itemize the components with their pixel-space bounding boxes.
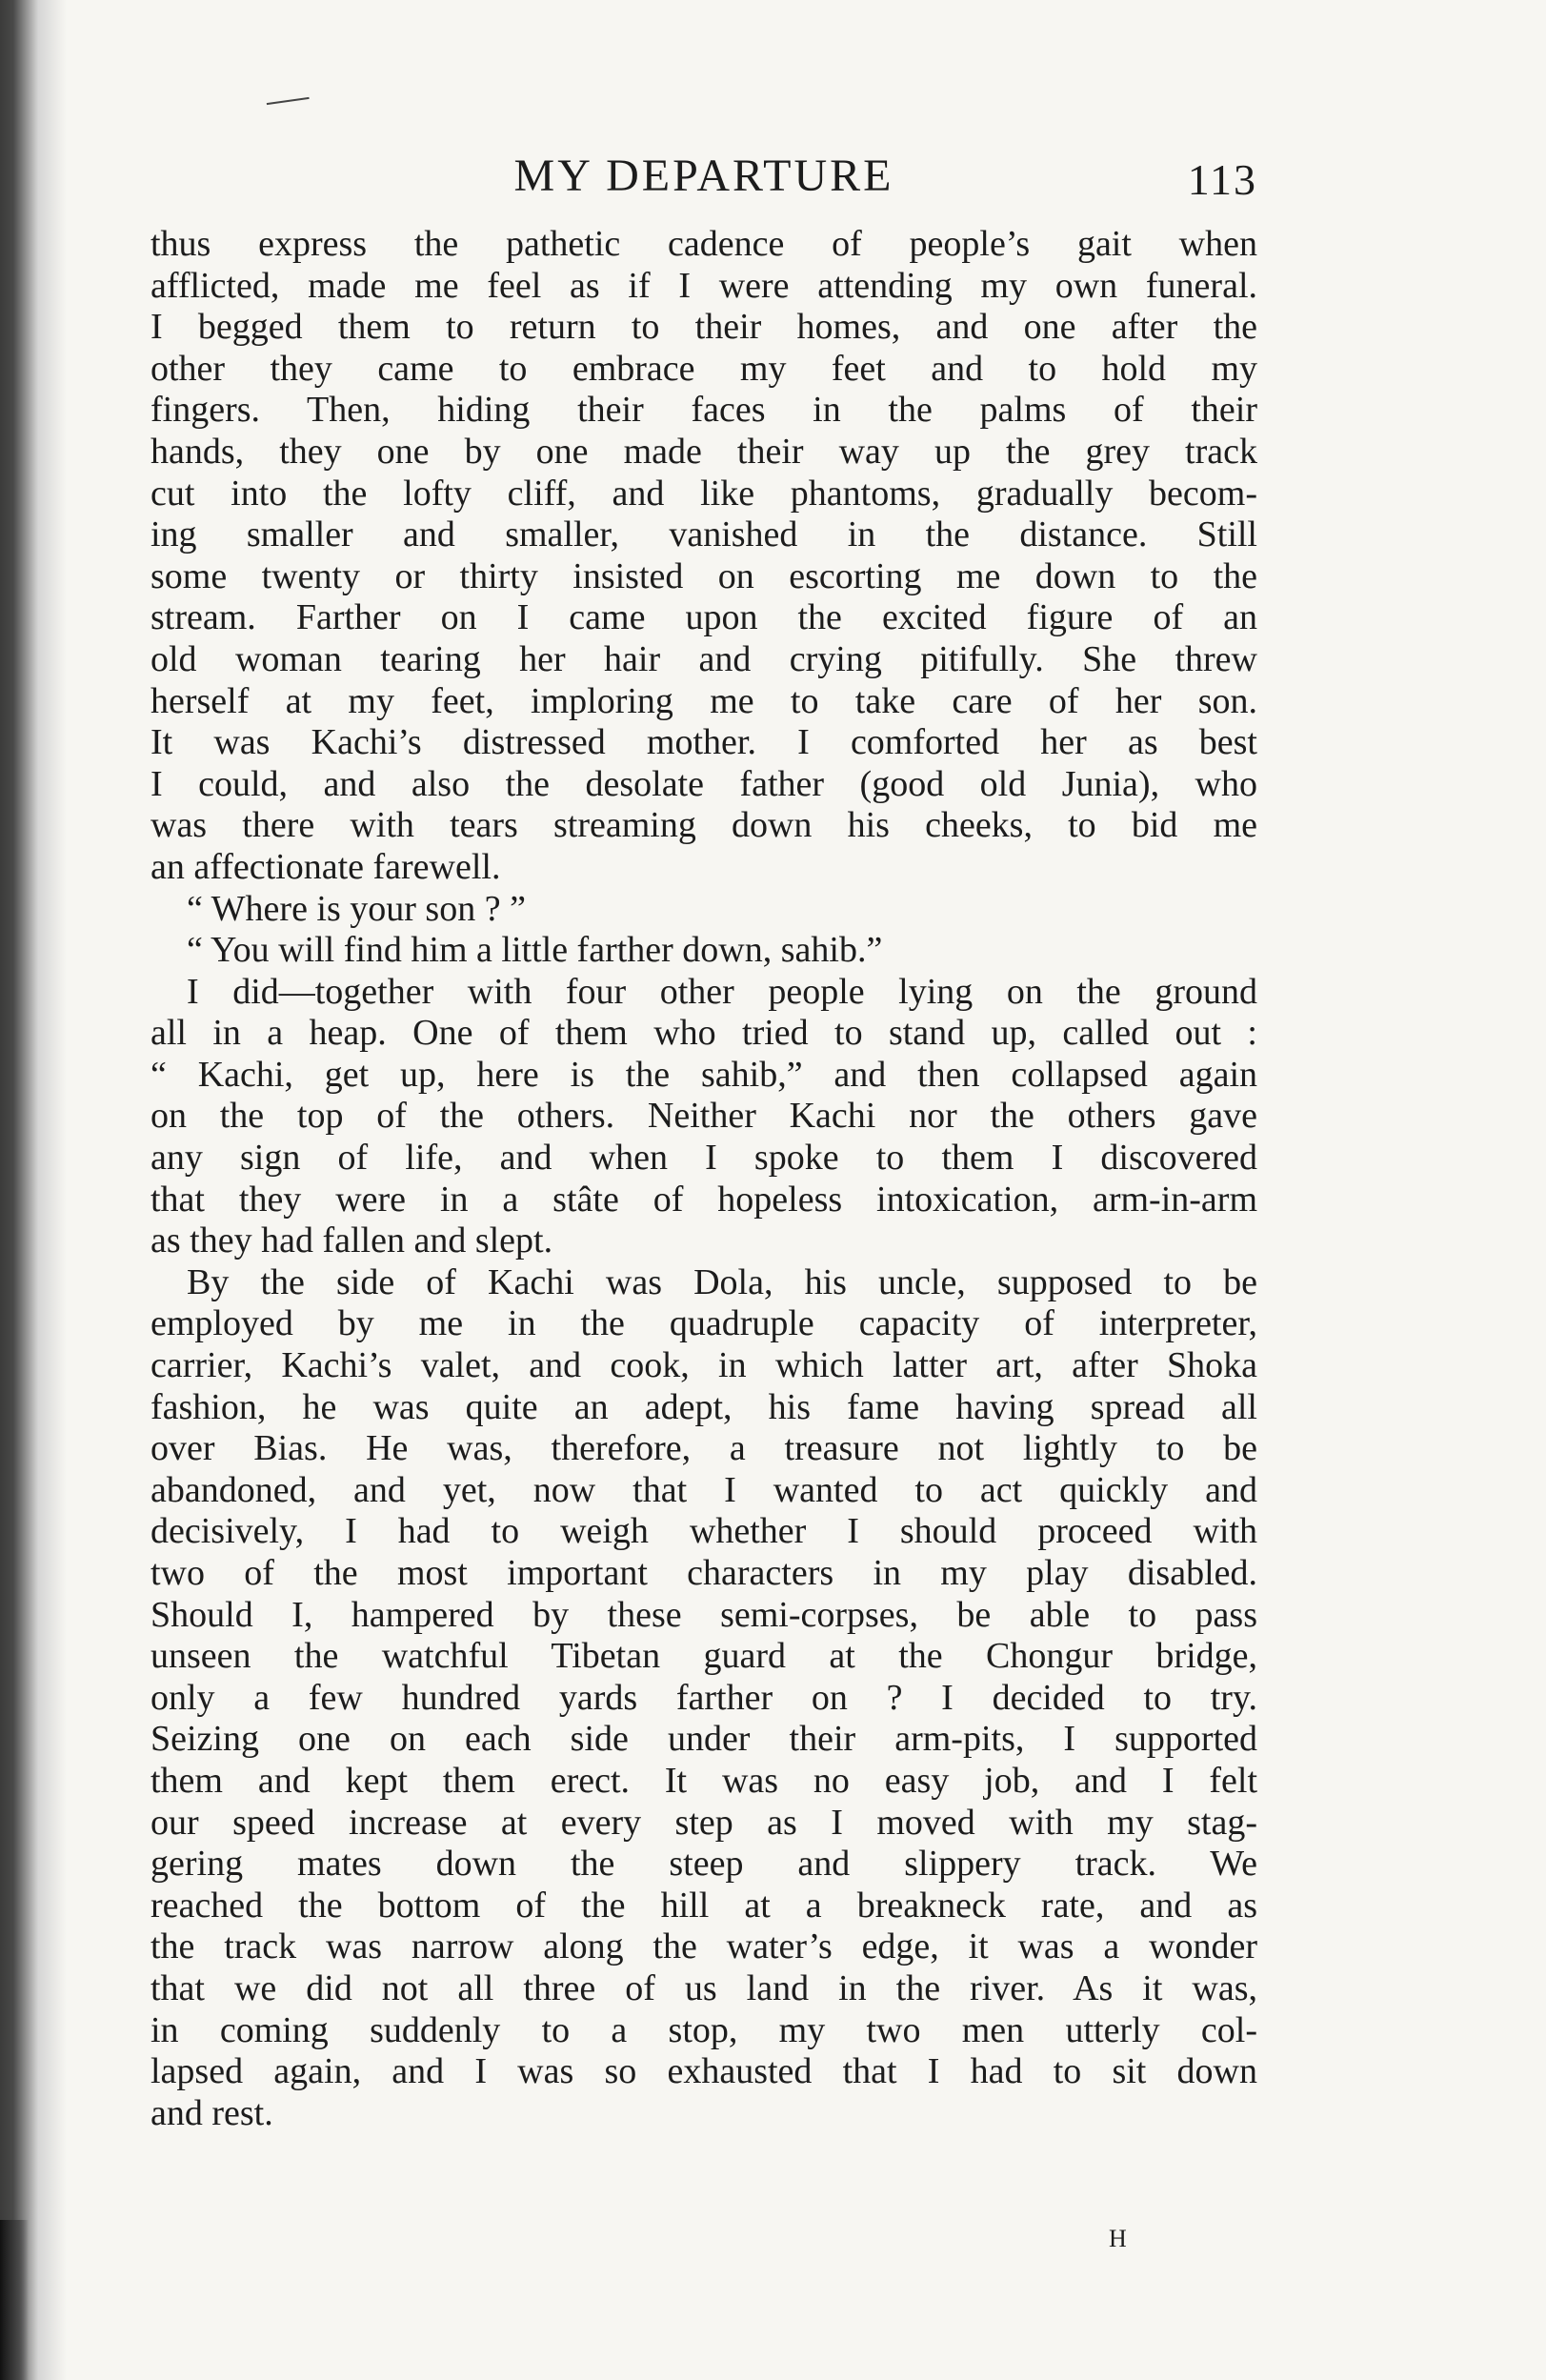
text-line: as they had fallen and slept. <box>151 1220 553 1261</box>
text-line: “ Where is your son ? ” <box>187 888 526 929</box>
text-line: decisively, I had to weigh whether I should proceed with <box>151 1511 1257 1552</box>
text-line: any sign of life, and when I spoke to them I discovered <box>151 1138 1257 1179</box>
text-line: ing smaller and smaller, vanished in the distance. Still <box>151 514 1257 555</box>
page-binding-shadow <box>0 0 67 2380</box>
text-line: over Bias. He was, therefore, a treasure not lightly to be <box>151 1428 1257 1469</box>
text-line: old woman tearing her hair and crying pitifully. She threw <box>151 638 1257 679</box>
text-line: some twenty or thirty insisted on escorting me down to the <box>151 555 1257 596</box>
running-header <box>151 143 1257 210</box>
text-line: was there with tears streaming down his cheeks, to bid me <box>151 805 1257 846</box>
text-line: stream. Farther on I came upon the excited figure of an <box>151 597 1257 638</box>
text-line: carrier, Kachi’s valet, and cook, in which latter art, after Shoka <box>151 1345 1257 1386</box>
text-line: I begged them to return to their homes, and one after the <box>151 307 1257 348</box>
text-line: that we did not all three of us land in the river. As it was, <box>151 1967 1257 2008</box>
text-line: hands, they one by one made their way up the grey track <box>151 431 1257 472</box>
page-binding-edge <box>0 2220 29 2380</box>
text-line: that they were in a stâte of hopeless intoxication, arm-in-arm <box>151 1179 1257 1220</box>
text-line: unseen the watchful Tibetan guard at the Chongur bridge, <box>151 1636 1257 1677</box>
chapter-title: MY DEPARTURE <box>513 151 894 201</box>
text-line: only a few hundred yards farther on ? I decided to try. <box>151 1677 1257 1718</box>
signature-mark: H <box>1109 2225 1128 2252</box>
text-line: them and kept them erect. It was no easy job, and I felt <box>151 1760 1257 1801</box>
page-number: 113 <box>1187 155 1257 204</box>
text-line: the track was narrow along the water’s edge, it was a wonder <box>151 1926 1257 1967</box>
text-line: I did—together with four other people lying on the ground <box>187 971 1257 1012</box>
text-line: It was Kachi’s distressed mother. I comforted her as best <box>151 722 1257 763</box>
text-line: on the top of the others. Neither Kachi nor the others gave <box>151 1096 1257 1137</box>
text-line: all in a heap. One of them who tried to stand up, called out : <box>151 1013 1257 1054</box>
text-line: herself at my feet, imploring me to take care of her son. <box>151 680 1257 721</box>
text-line: By the side of Kachi was Dola, his uncle, supposed to be <box>187 1261 1257 1302</box>
text-line: and rest. <box>151 2092 273 2133</box>
text-line: reached the bottom of the hill at a breakneck rate, and as <box>151 1885 1257 1926</box>
text-line: fingers. Then, hiding their faces in the palms of their <box>151 390 1257 431</box>
text-line: Should I, hampered by these semi-corpses, be able to pass <box>151 1594 1257 1635</box>
text-line: an affectionate farewell. <box>151 846 501 887</box>
text-line: abandoned, and yet, now that I wanted to act quickly and <box>151 1469 1257 1510</box>
text-line: cut into the lofty cliff, and like phantoms, gradually becom- <box>151 473 1257 514</box>
text-line: “ You will find him a little farther down, sahib.” <box>187 930 883 971</box>
text-line: fashion, he was quite an adept, his fame having spread all <box>151 1386 1257 1427</box>
text-line: thus express the pathetic cadence of people’s gait when <box>151 224 1257 264</box>
text-line: two of the most important characters in my play disabled. <box>151 1553 1257 1593</box>
text-line: Seizing one on each side under their arm-pits, I supported <box>151 1719 1257 1760</box>
text-line: “ Kachi, get up, here is the sahib,” and then collapsed again <box>151 1054 1257 1095</box>
body-text <box>151 224 1257 2134</box>
text-line: other they came to embrace my feet and to hold my <box>151 348 1257 389</box>
ink-mark <box>267 97 310 109</box>
text-line: employed by me in the quadruple capacity of interpreter, <box>151 1303 1257 1344</box>
text-line: our speed increase at every step as I moved with my stag- <box>151 1802 1257 1843</box>
text-line: I could, and also the desolate father (good old Junia), who <box>151 763 1257 804</box>
text-line: in coming suddenly to a stop, my two men utterly col- <box>151 2009 1257 2050</box>
text-line: gering mates down the steep and slippery track. We <box>151 1844 1257 1885</box>
text-line: afflicted, made me feel as if I were attending my own funeral. <box>151 265 1257 306</box>
text-line: lapsed again, and I was so exhausted that I had to sit down <box>151 2051 1257 2092</box>
